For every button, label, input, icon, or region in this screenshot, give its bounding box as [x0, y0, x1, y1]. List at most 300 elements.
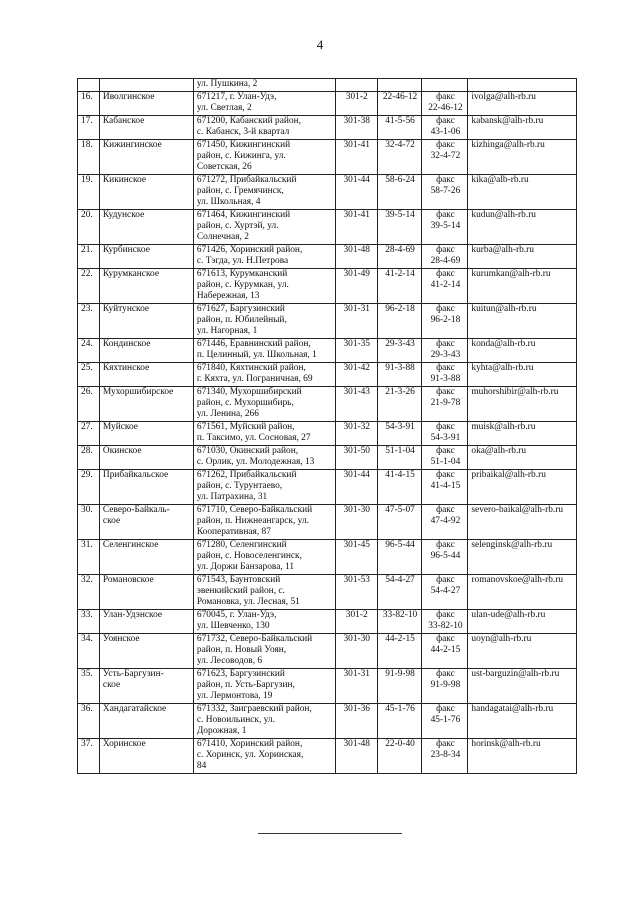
- address-line: район, с. Хуртэй, ул.: [196, 221, 279, 231]
- address-line: 671332, Заиграевский район,: [196, 704, 312, 714]
- cell-address: [193, 575, 335, 610]
- cell-tel: 41-2-14: [377, 269, 422, 304]
- cell-name: [99, 339, 193, 363]
- address-line: район, с. Мухоршибирь,: [196, 398, 294, 408]
- address-line: 671732, Северо-Байкальский: [196, 634, 313, 644]
- address-line: район, с. Гремячинск,: [196, 186, 284, 196]
- cell-email: handagatai@alh-rb.ru: [468, 704, 577, 739]
- cell-code: 301-43: [335, 387, 377, 422]
- cell-code: 301-45: [335, 540, 377, 575]
- cell-fax: [422, 210, 468, 245]
- fax-line: факс: [436, 470, 455, 480]
- cell-fax: [422, 245, 468, 269]
- address-line: район, п. Усть-Баргузин,: [196, 680, 295, 690]
- fax-line: факс: [436, 422, 455, 432]
- address-line: с. Тэгда, ул. Н.Петрова: [196, 256, 289, 266]
- name-line: Кудунское: [102, 210, 145, 220]
- cell-code: 301-31: [335, 304, 377, 339]
- cell-fax: [422, 140, 468, 175]
- fax-line: 39-5-14: [430, 221, 461, 231]
- table-row: [78, 116, 577, 140]
- cell-name: [99, 304, 193, 339]
- cell-fax: [422, 269, 468, 304]
- cell-email: muisk@alh-rb.ru: [468, 422, 577, 446]
- cell-name: [99, 669, 193, 704]
- name-line: Мухоршибирское: [102, 387, 174, 397]
- cell-email: kurba@alh-rb.ru: [468, 245, 577, 269]
- fax-line: факс: [436, 363, 455, 373]
- cell-fax: [422, 304, 468, 339]
- address-line: район, с. Курумкан, ул.: [196, 280, 289, 290]
- name-line: ское: [102, 516, 121, 526]
- cell-name: [99, 140, 193, 175]
- address-line: 671623, Баргузинский: [196, 669, 285, 679]
- cell-email: [468, 79, 577, 92]
- cell-name: [99, 505, 193, 540]
- cell-tel: 91-9-98: [377, 669, 422, 704]
- address-line: п. Целинный, ул. Школьная, 1: [196, 350, 317, 360]
- cell-address: [193, 269, 335, 304]
- cell-fax: [422, 79, 468, 92]
- fax-line: 43-1-06: [430, 127, 461, 137]
- address-line: ул. Патрахина, 31: [196, 492, 268, 502]
- cell-email: oka@alh-rb.ru: [468, 446, 577, 470]
- cell-num: 17.: [78, 116, 100, 140]
- cell-name: [99, 610, 193, 634]
- fax-line: факс: [436, 140, 455, 150]
- address-line: ул. Лермонтова, 19: [196, 691, 273, 701]
- fax-line: факс: [436, 704, 455, 714]
- cell-tel: 41-5-56: [377, 116, 422, 140]
- address-line: район, п. Новый Уоян,: [196, 645, 287, 655]
- cell-name: [99, 175, 193, 210]
- cell-email: ulan-ude@alh-rb.ru: [468, 610, 577, 634]
- cell-email: kabansk@alh-rb.ru: [468, 116, 577, 140]
- address-line: ул. Лесоводов, 6: [196, 656, 263, 666]
- cell-num: 36.: [78, 704, 100, 739]
- address-line: 671200, Кабанский район,: [196, 116, 301, 126]
- address-line: ул. Доржи Банзарова, 11: [196, 562, 295, 572]
- address-line: Солнечная, 2: [196, 232, 249, 242]
- table-row: [78, 634, 577, 669]
- address-line: п. Таксимо, ул. Сосновая, 27: [196, 433, 311, 443]
- address-line: 671340, Мухоршибирский: [196, 387, 302, 397]
- fax-line: 47-4-92: [430, 516, 461, 526]
- cell-email: romanovskoe@alh-rb.ru: [468, 575, 577, 610]
- cell-email: konda@alh-rb.ru: [468, 339, 577, 363]
- cell-num: 23.: [78, 304, 100, 339]
- cell-num: 29.: [78, 470, 100, 505]
- fax-line: факс: [436, 116, 455, 126]
- cell-tel: 58-6-24: [377, 175, 422, 210]
- cell-email: selenginsk@alh-rb.ru: [468, 540, 577, 575]
- fax-line: 28-4-69: [430, 256, 461, 266]
- cell-email: kika@alb-rb.ru: [468, 175, 577, 210]
- address-line: Кооперативная, 87: [196, 527, 271, 537]
- table-row: [78, 610, 577, 634]
- cell-num: 16.: [78, 92, 100, 116]
- table-row: [78, 269, 577, 304]
- address-line: 671272, Прибайкальский: [196, 175, 297, 185]
- cell-name: [99, 575, 193, 610]
- cell-address: [193, 116, 335, 140]
- cell-code: 301-41: [335, 140, 377, 175]
- cell-tel: 39-5-14: [377, 210, 422, 245]
- cell-fax: [422, 446, 468, 470]
- fax-line: 23-8-34: [430, 750, 461, 760]
- cell-fax: [422, 704, 468, 739]
- table-row: [78, 739, 577, 774]
- cell-fax: [422, 116, 468, 140]
- cell-num: 24.: [78, 339, 100, 363]
- table-row: [78, 669, 577, 704]
- fax-line: 91-9-98: [430, 680, 461, 690]
- table-row: [78, 704, 577, 739]
- address-line: Набережная, 13: [196, 291, 260, 301]
- cell-address: [193, 363, 335, 387]
- cell-email: ust-barguzin@alh-rb.ru: [468, 669, 577, 704]
- cell-tel: 96-2-18: [377, 304, 422, 339]
- cell-num: 30.: [78, 505, 100, 540]
- cell-email: kurumkan@alh-rb.ru: [468, 269, 577, 304]
- cell-fax: [422, 92, 468, 116]
- cell-num: 27.: [78, 422, 100, 446]
- name-line: ское: [102, 680, 121, 690]
- cell-email: muhorshibir@alh-rb.ru: [468, 387, 577, 422]
- address-line: 671613, Курумканский: [196, 269, 288, 279]
- cell-code: 301-2: [335, 92, 377, 116]
- cell-name: [99, 540, 193, 575]
- name-line: Муйское: [102, 422, 138, 432]
- address-line: с. Хоринск, ул. Хоринская,: [196, 750, 304, 760]
- fax-line: 54-4-27: [430, 586, 461, 596]
- cell-email: kyhta@alh-rb.ru: [468, 363, 577, 387]
- fax-line: 22-46-12: [428, 103, 463, 113]
- cell-name: [99, 634, 193, 669]
- table-row: [78, 339, 577, 363]
- cell-num: 25.: [78, 363, 100, 387]
- cell-address: [193, 422, 335, 446]
- address-line: ул. Школьная, 4: [196, 197, 261, 207]
- cell-num: 28.: [78, 446, 100, 470]
- table-body: [78, 79, 577, 774]
- fax-line: факс: [436, 505, 455, 515]
- cell-tel: 51-1-04: [377, 446, 422, 470]
- fax-line: 44-2-15: [430, 645, 461, 655]
- cell-fax: [422, 175, 468, 210]
- cell-num: 37.: [78, 739, 100, 774]
- cell-address: [193, 387, 335, 422]
- cell-fax: [422, 363, 468, 387]
- fax-line: 58-7-26: [430, 186, 461, 196]
- cell-tel: 22-46-12: [377, 92, 422, 116]
- cell-name: [99, 387, 193, 422]
- address-line: 671450, Кижингинский: [196, 140, 291, 150]
- cell-fax: [422, 422, 468, 446]
- fax-line: 54-3-91: [430, 433, 461, 443]
- cell-address: [193, 175, 335, 210]
- cell-fax: [422, 634, 468, 669]
- address-line: ул. Шевченко, 130: [196, 621, 270, 631]
- fax-line: 96-2-18: [430, 315, 461, 325]
- fax-line: 91-3-88: [430, 374, 461, 384]
- name-line: Уоянское: [102, 634, 140, 644]
- cell-num: 21.: [78, 245, 100, 269]
- address-line: 671217, г. Улан-Удэ,: [196, 92, 277, 102]
- cell-name: [99, 446, 193, 470]
- cell-name: [99, 116, 193, 140]
- address-line: 671030, Окинский район,: [196, 446, 299, 456]
- table-row: [78, 387, 577, 422]
- table-row: [78, 505, 577, 540]
- cell-tel: 28-4-69: [377, 245, 422, 269]
- address-line: 671840, Кяхтинский район,: [196, 363, 306, 373]
- cell-address: [193, 540, 335, 575]
- name-line: Селенгинское: [102, 540, 159, 550]
- fax-line: факс: [436, 575, 455, 585]
- fax-line: факс: [436, 610, 455, 620]
- cell-name: [99, 704, 193, 739]
- fax-line: факс: [436, 446, 455, 456]
- address-line: 671627, Баргузинский: [196, 304, 285, 314]
- name-line: Курумканское: [102, 269, 160, 279]
- cell-tel: 47-5-07: [377, 505, 422, 540]
- address-line: ул. Пушкина, 2: [196, 79, 258, 89]
- table-row: [78, 304, 577, 339]
- fax-line: факс: [436, 634, 455, 644]
- name-line: Улан-Удэнское: [102, 610, 163, 620]
- cell-fax: [422, 610, 468, 634]
- cell-num: 20.: [78, 210, 100, 245]
- cell-name: [99, 79, 193, 92]
- address-line: 671410, Хоринский район,: [196, 739, 303, 749]
- cell-fax: [422, 575, 468, 610]
- address-line: 671426, Хоринский район,: [196, 245, 303, 255]
- cell-code: 301-53: [335, 575, 377, 610]
- address-line: г. Кяхта, ул. Пограничная, 69: [196, 374, 313, 384]
- name-line: Усть-Баргузин-: [102, 669, 164, 679]
- fax-line: 33-82-10: [428, 621, 463, 631]
- fax-line: 51-1-04: [430, 457, 461, 467]
- cell-code: 301-31: [335, 669, 377, 704]
- cell-code: 301-44: [335, 470, 377, 505]
- address-line: с. Новоильинск, ул.: [196, 715, 275, 725]
- cell-num: 32.: [78, 575, 100, 610]
- table-row: [78, 245, 577, 269]
- cell-tel: 21-3-26: [377, 387, 422, 422]
- fax-line: факс: [436, 387, 455, 397]
- cell-fax: [422, 540, 468, 575]
- cell-code: 301-48: [335, 739, 377, 774]
- fax-line: факс: [436, 739, 455, 749]
- address-line: Советская, 26: [196, 162, 252, 172]
- cell-tel: 54-4-27: [377, 575, 422, 610]
- table-row: [78, 540, 577, 575]
- cell-tel: 22-0-40: [377, 739, 422, 774]
- cell-code: 301-36: [335, 704, 377, 739]
- cell-fax: [422, 470, 468, 505]
- address-line: 671446, Еравнинский район,: [196, 339, 311, 349]
- table-row: [78, 92, 577, 116]
- cell-num: 26.: [78, 387, 100, 422]
- cell-address: [193, 739, 335, 774]
- cell-num: 35.: [78, 669, 100, 704]
- cell-address: [193, 470, 335, 505]
- cell-name: [99, 92, 193, 116]
- cell-email: kudun@alh-rb.ru: [468, 210, 577, 245]
- cell-fax: [422, 505, 468, 540]
- fax-line: 21-9-78: [430, 398, 461, 408]
- cell-email: uoyn@alh-rb.ru: [468, 634, 577, 669]
- cell-fax: [422, 739, 468, 774]
- name-line: Хандагатайское: [102, 704, 167, 714]
- cell-code: 301-48: [335, 245, 377, 269]
- address-line: район, с. Кижинга, ул.: [196, 151, 286, 161]
- cell-tel: 33-82-10: [377, 610, 422, 634]
- fax-line: 96-5-44: [430, 551, 461, 561]
- cell-name: [99, 210, 193, 245]
- cell-address: [193, 92, 335, 116]
- fax-line: факс: [436, 304, 455, 314]
- cell-num: 33.: [78, 610, 100, 634]
- address-line: район, с. Новоселенгинск,: [196, 551, 302, 561]
- cell-num: 18.: [78, 140, 100, 175]
- address-line: 671710, Северо-Байкальский: [196, 505, 313, 515]
- cell-address: [193, 446, 335, 470]
- fax-line: факс: [436, 669, 455, 679]
- cell-tel: 54-3-91: [377, 422, 422, 446]
- cell-num: [78, 79, 100, 92]
- address-line: район, с. Турунтаево,: [196, 481, 283, 491]
- address-line: с. Кабанск, 3-й квартал: [196, 127, 290, 137]
- table-row: [78, 140, 577, 175]
- address-line: 671280, Селенгинский: [196, 540, 287, 550]
- fax-line: факс: [436, 339, 455, 349]
- fax-line: факс: [436, 540, 455, 550]
- fax-line: факс: [436, 92, 455, 102]
- address-line: ул. Нагорная, 1: [196, 326, 258, 336]
- cell-email: kuitun@alh-rb.ru: [468, 304, 577, 339]
- cell-code: 301-30: [335, 505, 377, 540]
- table-row: [78, 363, 577, 387]
- fax-line: факс: [436, 210, 455, 220]
- cell-code: 301-42: [335, 363, 377, 387]
- cell-tel: 29-3-43: [377, 339, 422, 363]
- address-line: 84: [196, 761, 207, 771]
- address-line: район, п. Юбилейный,: [196, 315, 287, 325]
- cell-name: [99, 245, 193, 269]
- cell-address: [193, 610, 335, 634]
- address-line: 671543, Баунтовский: [196, 575, 281, 585]
- cell-tel: 96-5-44: [377, 540, 422, 575]
- name-line: Прибайкальское: [102, 470, 169, 480]
- cell-name: [99, 363, 193, 387]
- cell-name: [99, 470, 193, 505]
- cell-tel: 32-4-72: [377, 140, 422, 175]
- cell-email: kizhinga@alh-rb.ru: [468, 140, 577, 175]
- cell-code: 301-30: [335, 634, 377, 669]
- cell-address: [193, 669, 335, 704]
- cell-name: [99, 739, 193, 774]
- continuation-row: [78, 79, 577, 92]
- forestry-directory-table: [77, 78, 577, 774]
- address-line: Романовка, ул. Лесная, 51: [196, 597, 300, 607]
- cell-code: 301-2: [335, 610, 377, 634]
- address-line: ул. Ленина, 266: [196, 409, 259, 419]
- table-row: [78, 175, 577, 210]
- fax-line: 45-1-76: [430, 715, 461, 725]
- name-line: Кяхтинское: [102, 363, 150, 373]
- name-line: Романовское: [102, 575, 154, 585]
- cell-email: horinsk@alh-rb.ru: [468, 739, 577, 774]
- cell-tel: 41-4-15: [377, 470, 422, 505]
- cell-name: [99, 422, 193, 446]
- address-line: 671464, Кижингинский: [196, 210, 291, 220]
- address-line: ул. Светлая, 2: [196, 103, 252, 113]
- name-line: Куйтунское: [102, 304, 150, 314]
- address-line: 671561, Муйский район,: [196, 422, 295, 432]
- cell-address: [193, 245, 335, 269]
- address-line: с. Орлик, ул. Молодежная, 13: [196, 457, 315, 467]
- cell-code: 301-38: [335, 116, 377, 140]
- cell-fax: [422, 387, 468, 422]
- name-line: Окинское: [102, 446, 142, 456]
- footer-rule: [258, 833, 402, 834]
- cell-email: pribaikal@alh-rb.ru: [468, 470, 577, 505]
- fax-line: 41-4-15: [430, 481, 461, 491]
- address-line: эвенкийский район, с.: [196, 586, 285, 596]
- cell-address: [193, 304, 335, 339]
- cell-fax: [422, 339, 468, 363]
- cell-tel: [377, 79, 422, 92]
- table-row: [78, 446, 577, 470]
- cell-address: [193, 140, 335, 175]
- name-line: Северо-Байкаль-: [102, 505, 170, 515]
- table-row: [78, 422, 577, 446]
- address-line: 671262, Прибайкальский: [196, 470, 297, 480]
- cell-num: 31.: [78, 540, 100, 575]
- fax-line: факс: [436, 269, 455, 279]
- name-line: Хоринское: [102, 739, 146, 749]
- cell-address: [193, 210, 335, 245]
- name-line: Кикинское: [102, 175, 146, 185]
- cell-address: [193, 79, 335, 92]
- cell-fax: [422, 669, 468, 704]
- name-line: Кондинское: [102, 339, 151, 349]
- cell-address: [193, 704, 335, 739]
- address-line: Дорожная, 1: [196, 726, 247, 736]
- cell-code: 301-35: [335, 339, 377, 363]
- fax-line: 32-4-72: [430, 151, 461, 161]
- fax-line: факс: [436, 245, 455, 255]
- fax-line: факс: [436, 175, 455, 185]
- cell-code: 301-44: [335, 175, 377, 210]
- cell-email: ivolga@alh-rb.ru: [468, 92, 577, 116]
- name-line: Иволгинское: [102, 92, 155, 102]
- address-line: 670045, г. Улан-Удэ,: [196, 610, 277, 620]
- table-row: [78, 210, 577, 245]
- cell-code: 301-50: [335, 446, 377, 470]
- cell-num: 22.: [78, 269, 100, 304]
- page-number: 4: [316, 37, 324, 52]
- cell-code: 301-49: [335, 269, 377, 304]
- cell-tel: 91-3-88: [377, 363, 422, 387]
- address-line: район, п. Нижнеангарск, ул.: [196, 516, 309, 526]
- cell-address: [193, 339, 335, 363]
- name-line: Курбинское: [102, 245, 150, 255]
- cell-code: [335, 79, 377, 92]
- cell-address: [193, 634, 335, 669]
